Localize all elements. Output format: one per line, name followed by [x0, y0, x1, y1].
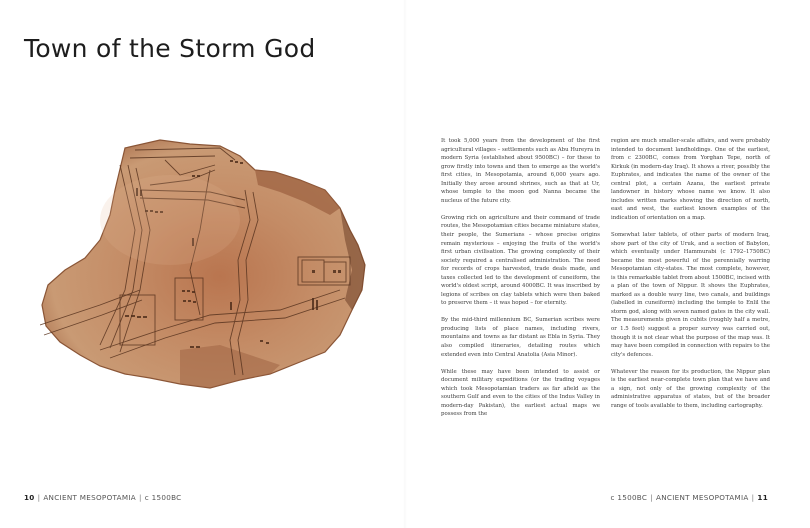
date-right: c 1500BC: [610, 493, 648, 502]
running-head-left: ANCIENT MESOPOTAMIA: [43, 493, 137, 502]
separator: |: [650, 493, 653, 502]
page-gutter: [403, 0, 407, 528]
page-title: Town of the Storm God: [24, 34, 316, 63]
nippur-tablet-image: [40, 130, 370, 395]
paragraph: By the mid-third millennium BC, Sumerian scribes were producing lists of place names, including rivers, mountains and towns as far distant as Ebla in Syria. They also compiled itineraries, detailing routes which extended even into Central Anatolia (Asia Minor).: [441, 317, 600, 358]
body-column-1: [441, 137, 600, 427]
paragraph: region are much smaller-scale affairs, and were probably intended to document landholdings. One of the earliest, from c 2300BC, comes from Yorghan Tepe, north of Kirkuk (in modern-day Iraq). It shows a river, possibly the Euphrates, and indicates the name of the owner of the central plot, a certain Azana, the earliest private landowner in history whose name we know. It also includes written marks showing the direction of north, east and west, the earliest known examples of the indication of orientation on a map.: [611, 138, 770, 221]
date-left: c 1500BC: [144, 493, 182, 502]
separator: |: [751, 493, 755, 502]
folio-right: [610, 493, 768, 502]
body-column-2: [611, 137, 770, 419]
separator: |: [139, 493, 142, 502]
folio-left: [24, 493, 182, 502]
page-number-right: 11: [757, 493, 768, 502]
separator: |: [37, 493, 41, 502]
paragraph: It took 5,000 years from the development of the first agricultural villages – settlements such as Abu Hureyra in modern Syria (established about 9500BC) – for these to grow firstly into towns and then to emerge as the world's first cities, in Mesopotamia, around 6,000 years ago. Initially they arose around shrines, such as that at Ur, whose temple to the moon god Nanna became the nucleus of the future city.: [441, 138, 600, 204]
paragraph: Whatever the reason for its production, the Nippur plan is the earliest near-complete town plan that we have and a sign, not only of the growing complexity of the administrative apparatus of states, but of the broader range of tools available to them, including cartography.: [611, 368, 770, 409]
paragraph: Growing rich on agriculture and their command of trade routes, the Mesopotamian cities became miniature states, their people, the Sumerians – whose precise origins remain mysterious – enjoying the fruits of the world's first urban civilisation. The growing complexity of their society required a centralised administration. The need for records of crops harvested, trade deals made, and taxes collected led to the development of cuneiform, the world's oldest script, around 4000BC. It was inscribed by legions of scribes on clay tablets which were then baked to preserve them – it was hoped – for eternity.: [441, 214, 600, 307]
page-number-left: 10: [24, 493, 35, 502]
paragraph: Somewhat later tablets, of other parts of modern Iraq, show part of the city of Uruk, and a section of Babylon, which eventually under Hammurabi (c 1792–1750BC) became the most powerful of the perennially warring Mesopotamian city-states. The most complete, however, is this remarkable tablet from about 1500BC, incised with a plan of the town of Nippur. It shows the Euphrates, marked as a double wavy line, two canals, and buildings (labelled in cuneiform) including the temple to Enlil the storm god, along with seven named gates in the city wall. The measurements given in cubits (roughly half a metre, or 1.5 feet) suggest a proper survey was carried out, though it is not clear what the purpose of the map was. It may have been compiled in connection with repairs to the city's defences.: [611, 231, 770, 358]
running-head-right: ANCIENT MESOPOTAMIA: [655, 493, 749, 502]
paragraph: While these may have been intended to assist or document military expeditions (or the trading voyages which took Mesopotamian traders as far afield as the southern Gulf and even to the cities of the Indus Valley in modern-day Pakistan), the earliest actual maps we possess from the: [441, 368, 600, 418]
